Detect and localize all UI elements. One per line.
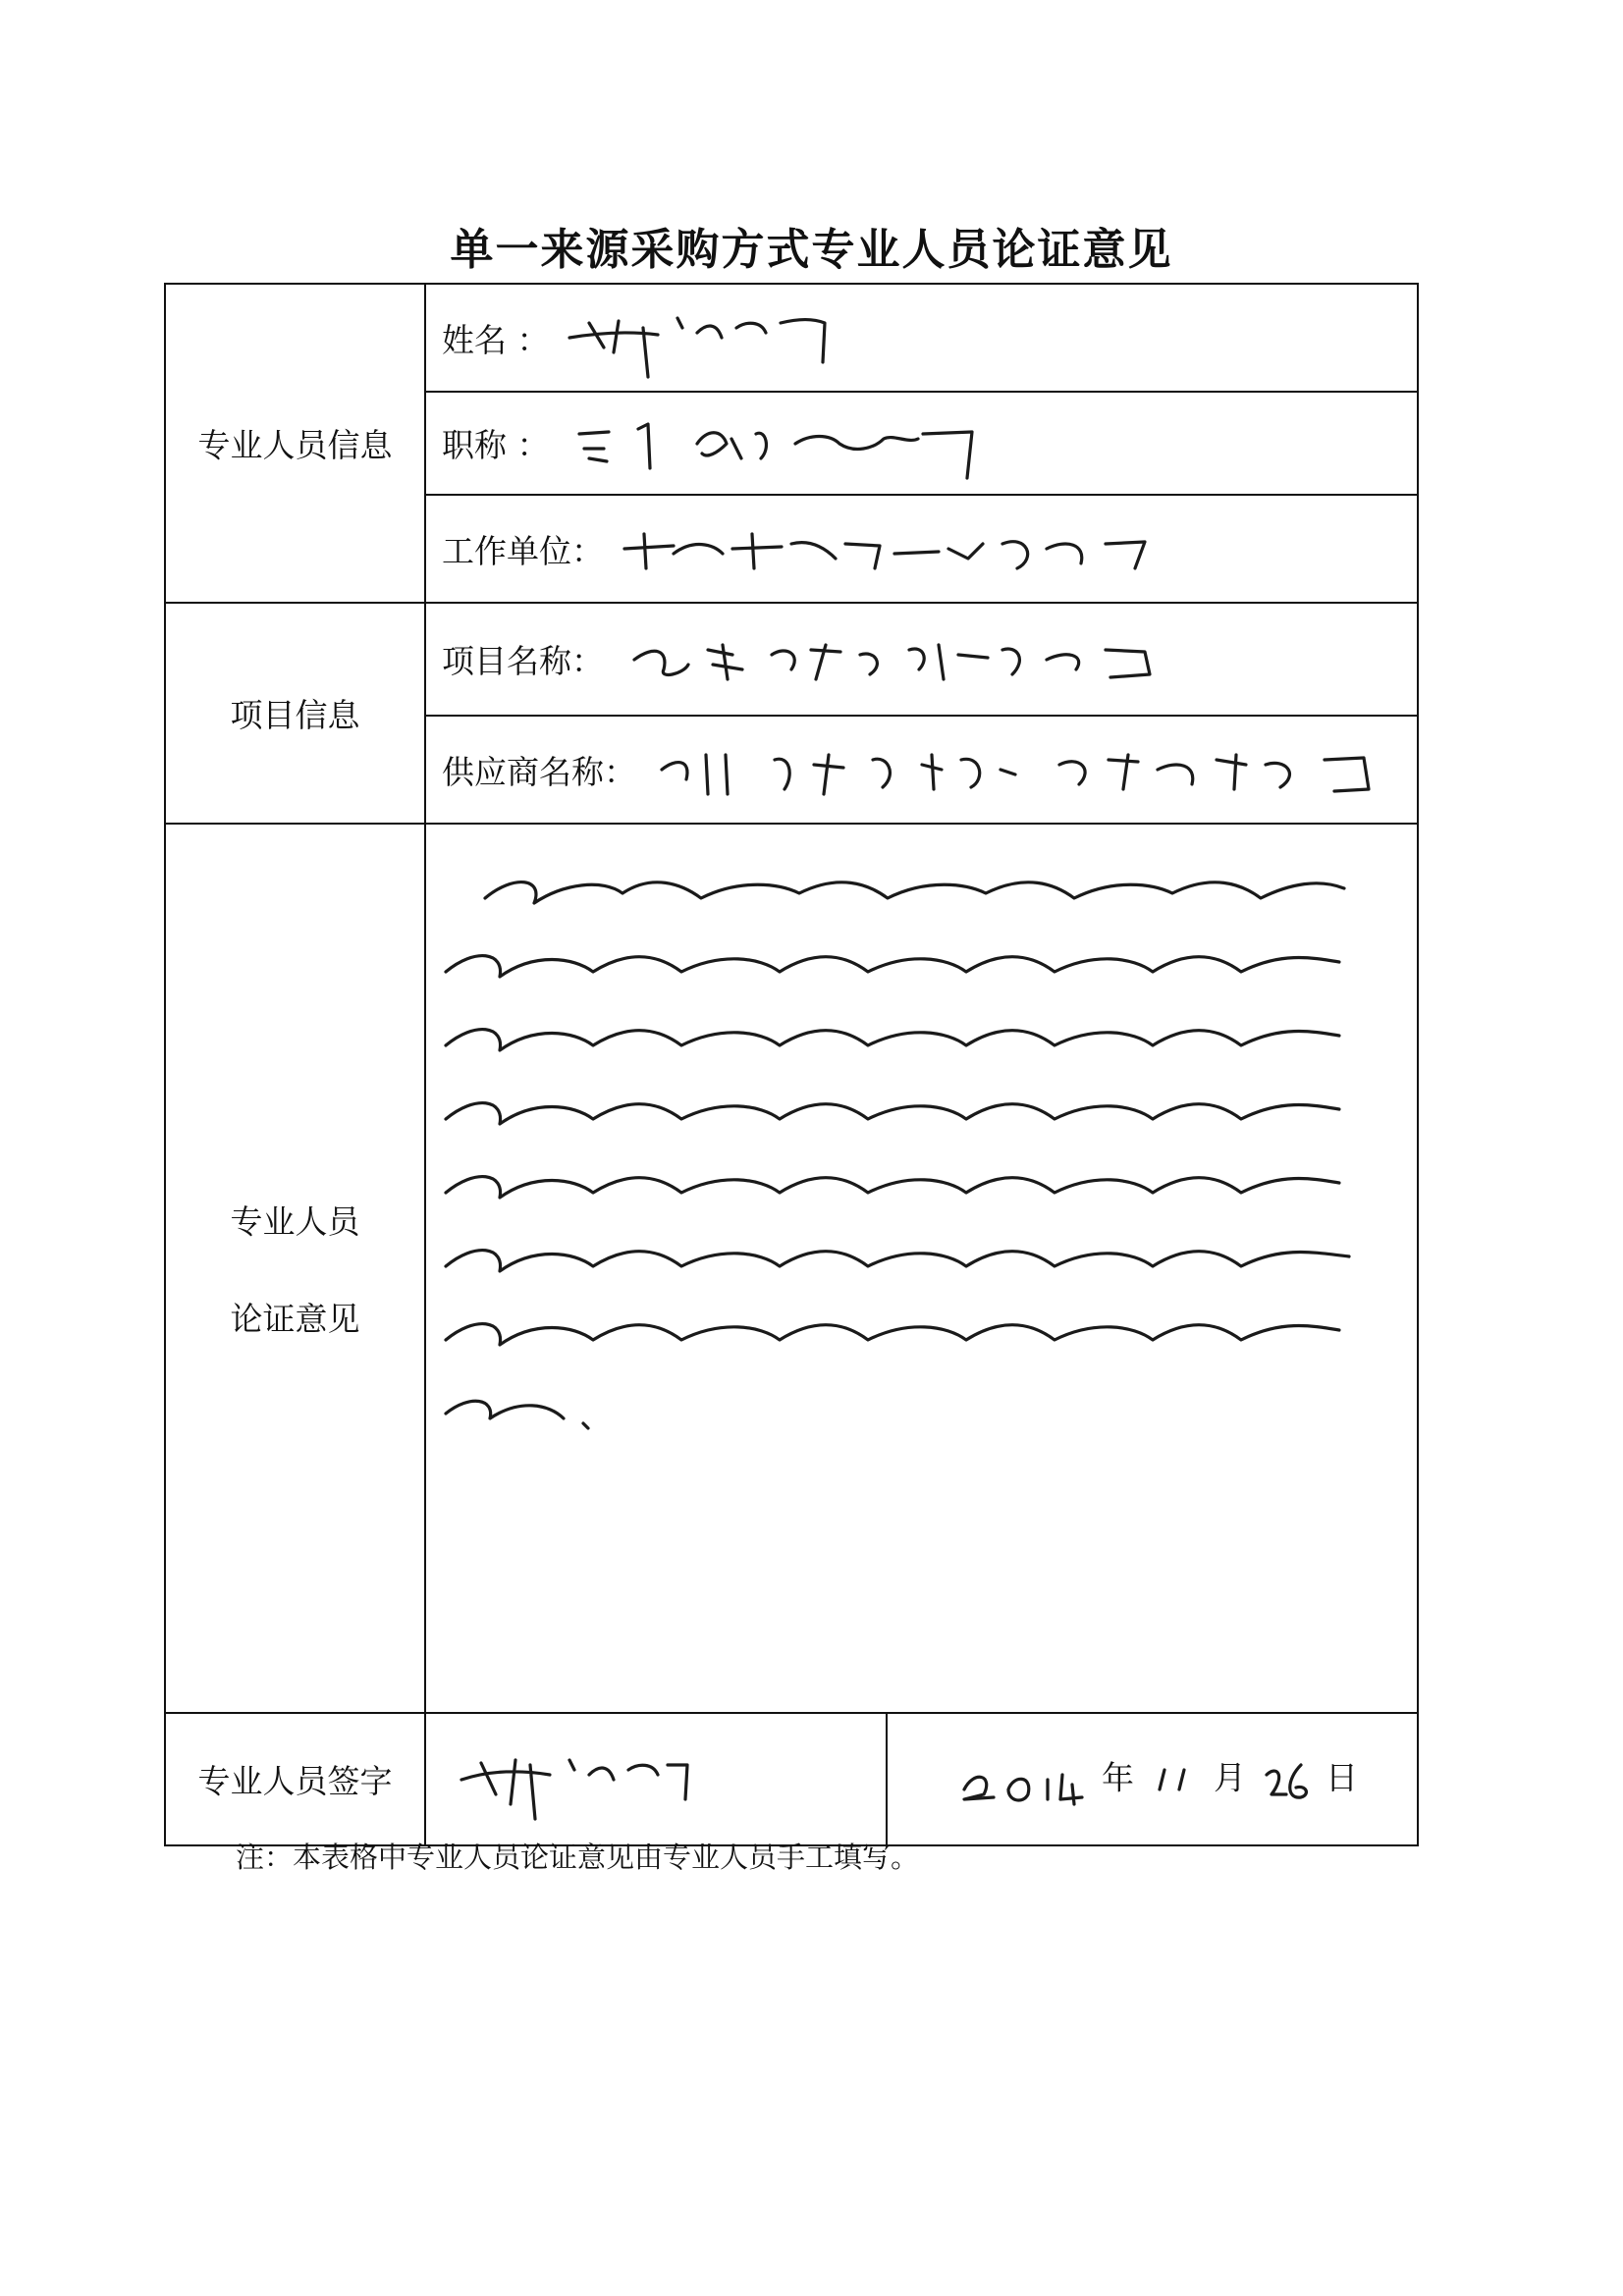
opinion-section-label — [165, 824, 425, 1713]
name-colon: ： — [516, 320, 550, 359]
handwritten-day — [1257, 1750, 1316, 1809]
month-suffix: 月 — [1214, 1758, 1246, 1796]
handwritten-opinion — [426, 825, 1418, 1708]
form-note: 注：本表格中专业人员论证意见由专业人员手工填写。 — [236, 1841, 920, 1874]
handwritten-unit — [615, 514, 1164, 583]
name-field — [425, 284, 1418, 392]
supplier-label: 供应商名称： — [442, 752, 636, 791]
project-info-section-label — [165, 603, 425, 824]
signature-label: 专业人员签字 — [197, 1762, 393, 1800]
handwritten-year — [954, 1750, 1092, 1809]
project-info-label: 项目信息 — [230, 696, 360, 734]
year-suffix: 年 — [1102, 1758, 1134, 1796]
opinion-content — [425, 824, 1418, 1713]
title-colon: ： — [516, 426, 550, 464]
expert-info-section-label — [165, 284, 425, 603]
handwritten-supplier — [647, 730, 1413, 809]
unit-field — [425, 495, 1418, 603]
signature-date-field — [887, 1713, 1418, 1845]
document-title: 单一来源采购方式专业人员论证意见 — [450, 225, 1173, 275]
signature-section-label — [165, 1713, 425, 1845]
signature-field — [425, 1713, 887, 1845]
project-name-field — [425, 603, 1418, 716]
title-field — [425, 392, 1418, 495]
handwritten-project-name — [615, 620, 1204, 699]
handwritten-signature — [442, 1735, 697, 1824]
title-label: 职称 — [442, 426, 507, 464]
name-label: 姓名 — [442, 320, 507, 359]
opinion-label-line1: 专业人员 — [230, 1202, 360, 1241]
handwritten-month — [1145, 1750, 1204, 1809]
expert-info-label: 专业人员信息 — [197, 426, 393, 464]
day-suffix: 日 — [1325, 1758, 1358, 1796]
unit-label: 工作单位： — [442, 531, 604, 570]
opinion-label-line2: 论证意见 — [230, 1300, 360, 1338]
handwritten-name — [560, 294, 844, 382]
supplier-field — [425, 716, 1418, 824]
project-name-label: 项目名称： — [442, 642, 604, 680]
handwritten-title — [560, 404, 992, 483]
opinion-form-table — [164, 283, 1419, 1846]
